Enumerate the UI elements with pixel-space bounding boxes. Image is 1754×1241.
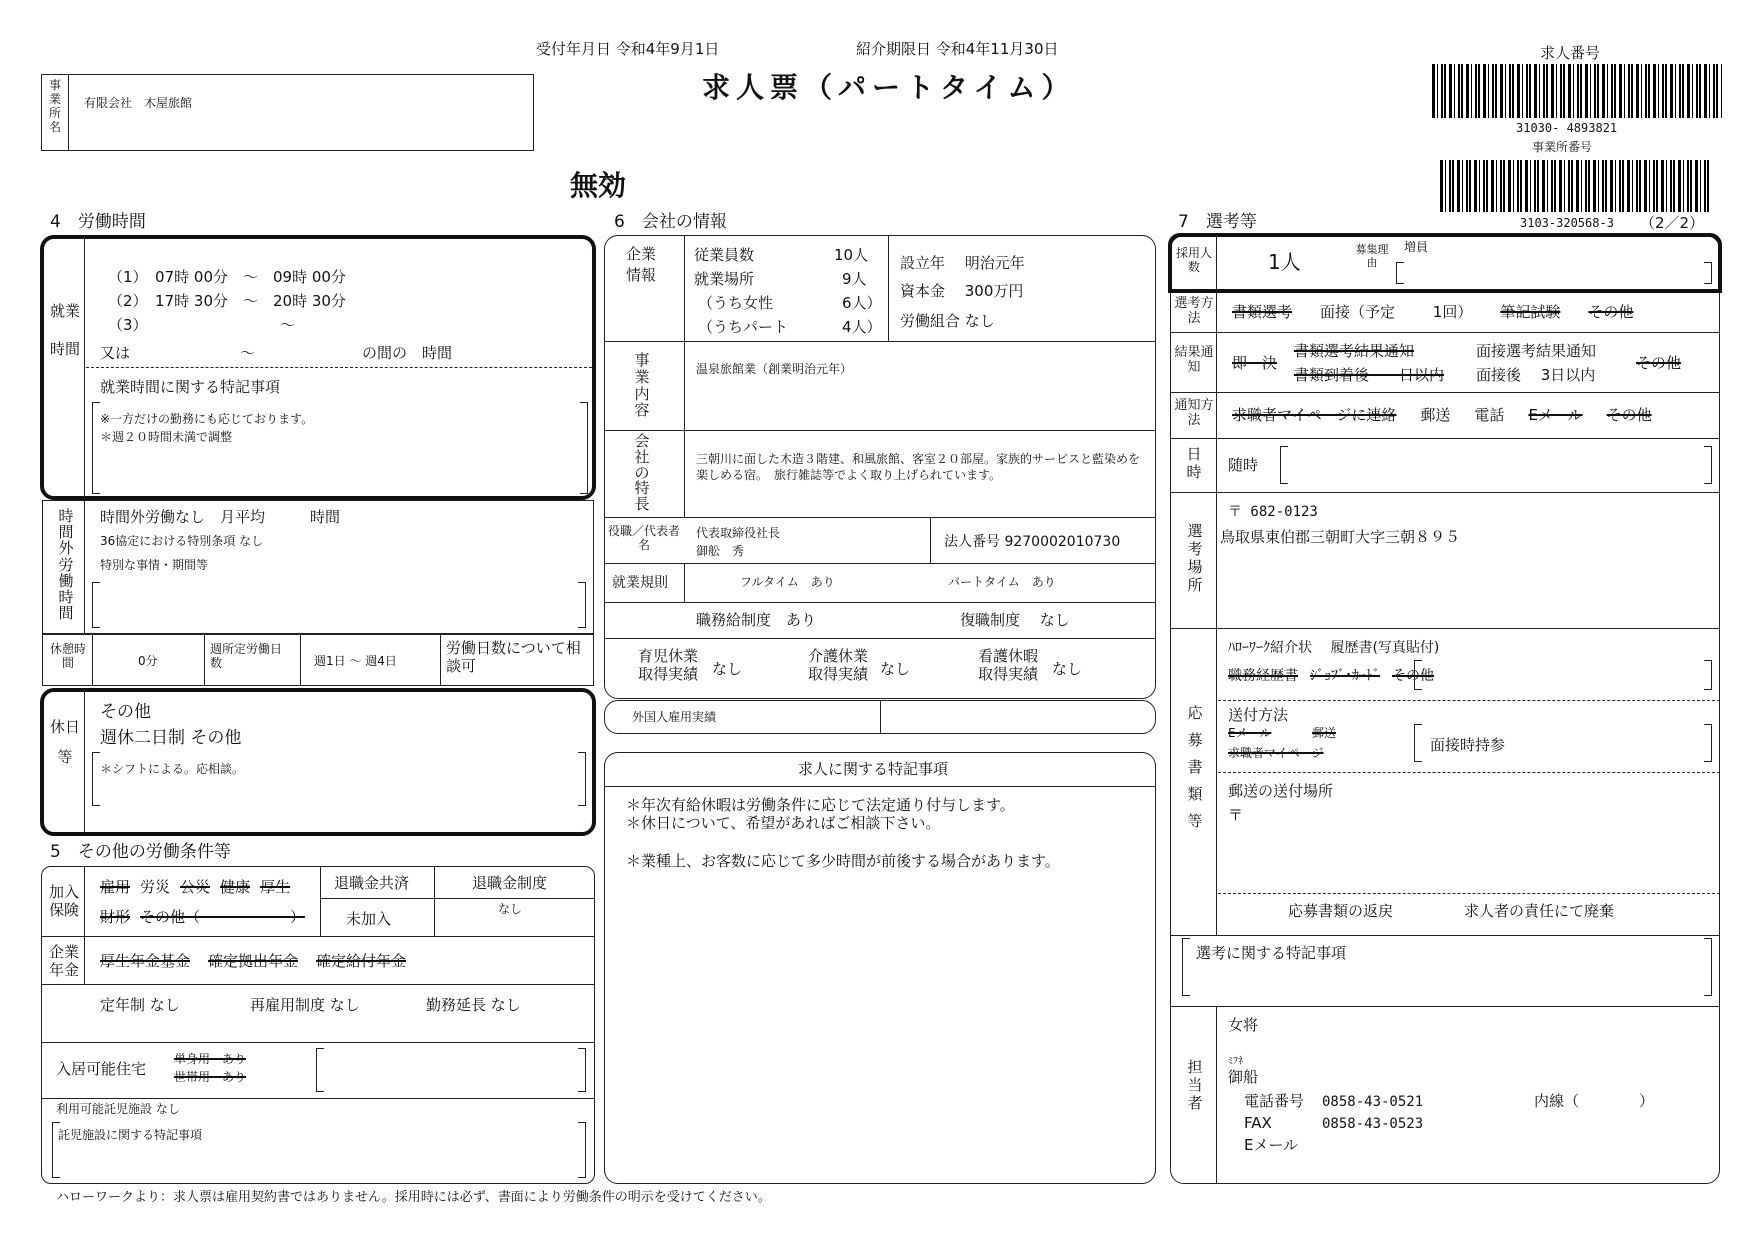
mail-zip: 〒 [1228, 806, 1244, 824]
reason-label: 募集理由 [1355, 243, 1389, 269]
housing-label: 入居可能住宅 [56, 1060, 147, 1078]
shift-2: （2） 17時 30分 ～ 20時 30分 [108, 292, 346, 310]
office-barcode [1440, 160, 1712, 212]
business-content: 温泉旅館業（創業明治元年） [696, 362, 853, 376]
hire-count: 1人 [1268, 250, 1301, 274]
selection-note: 選考に関する特記事項 [1196, 944, 1347, 962]
holiday-note: ＊シフトによる。応相談。 [100, 762, 245, 776]
job-notes-title: 求人に関する特記事項 [798, 760, 949, 778]
childleave: なし [712, 660, 743, 678]
option-docs2-2: その他 [1392, 668, 1434, 684]
part-value: 4人） [842, 318, 882, 336]
overtime-36: 36協定における特別条項 なし [100, 534, 264, 548]
job-note-3: ＊業種上、お客数に応じて多少時間が前後する場合があります。 [626, 852, 1060, 870]
nurse: なし [1052, 660, 1083, 678]
company-info-label: 企業情報 [626, 245, 657, 285]
or-label: 又は [100, 344, 131, 362]
invalid-stamp: 無効 [570, 169, 627, 202]
days-label: 週所定労働日数 [210, 642, 283, 671]
foreign-employment: 外国人雇用実績 [632, 710, 717, 724]
result-interview-1: 面接選考結果通知 [1476, 342, 1597, 360]
or-tilde: ～ [240, 344, 256, 362]
option-docs2-1: ｼﾞｮﾌﾞ･ｶｰﾄﾞ [1310, 668, 1380, 684]
retire-system-label: 退職金制度 [472, 874, 548, 892]
site-label: 就業場所 [694, 270, 755, 288]
job-note-1: ＊年次有給休暇は労働条件に応じて法定通り付与します。 [626, 796, 1015, 814]
fax: 0858-43-0523 [1322, 1116, 1424, 1132]
employer-box [41, 74, 534, 151]
employer-label: 事業所名 [48, 78, 61, 135]
notify-options [1232, 406, 1652, 425]
shift-3: （3） [108, 316, 148, 334]
docs-label: 応募書類等 [1187, 704, 1203, 830]
email-label: Eメール [1244, 1136, 1299, 1154]
option-notify-1: 郵送 [1420, 406, 1451, 424]
mail-place-label: 郵送の送付場所 [1228, 782, 1334, 800]
send-label: 送付方法 [1228, 706, 1289, 724]
holiday-label: 休日等 [50, 718, 81, 766]
method-label: 選考方法 [1174, 296, 1214, 327]
option-notify-3: Eメール [1528, 406, 1583, 424]
representative-label: 役職／代表者名 [607, 524, 680, 553]
overtime-special: 特別な事情・期間等 [100, 558, 209, 572]
place-zip: 〒 682-0123 [1228, 504, 1318, 520]
or-suffix: の間の 時間 [362, 344, 453, 362]
received-date: 受付年月日 令和4年9月1日 [536, 40, 720, 58]
option-ins1-3: 健康 [220, 878, 251, 896]
days-note: 労働日数について相談可 [446, 639, 581, 675]
careleave: なし [880, 660, 911, 678]
work-hours-label: 就業時間 [50, 302, 81, 358]
business-label: 事業内容 [634, 351, 650, 420]
extension: 勤務延長 なし [426, 996, 521, 1014]
corporate-number: 法人番号 9270002010730 [944, 534, 1121, 550]
section6-title: 6 会社の情報 [614, 212, 727, 232]
contact-title: 女将 [1228, 1016, 1259, 1034]
rules-fulltime: フルタイム あり [740, 575, 835, 589]
retire-mutual-label: 退職金共済 [334, 874, 410, 892]
fax-label: FAX [1244, 1114, 1272, 1132]
childleave-label: 育児休業取得実績 [637, 647, 698, 683]
employer-name: 有限会社 木屋旅館 [84, 96, 193, 110]
founded: 設立年 明治元年 [900, 254, 1025, 272]
employees-value: 10人 [834, 246, 869, 264]
rules-parttime: パートタイム あり [948, 575, 1056, 589]
return-label: 応募書類の返戻 [1288, 902, 1394, 920]
careleave-label: 介護休業取得実績 [807, 647, 868, 683]
break-label: 休憩時間 [49, 642, 86, 671]
office-number-label: 事業所番号 [1532, 140, 1593, 154]
hours-note-2: ＊週２０時間未満で調整 [100, 430, 233, 444]
date: 随時 [1228, 456, 1259, 474]
option-ins2-0: 財形 [100, 908, 131, 926]
result-doc-2: 書類到着後 日以内 [1294, 366, 1445, 384]
part-label: （うちパート [698, 318, 789, 336]
option-pension-0: 厚生年金基金 [100, 952, 191, 970]
rep-title: 代表取締役社長 [696, 526, 781, 540]
option-pension-1: 確定拠出年金 [208, 952, 299, 970]
send-post: 郵送 [1312, 726, 1337, 740]
rep-name: 御舩 秀 [696, 544, 745, 558]
tel: 0858-43-0521 [1322, 1094, 1424, 1110]
shift-1: （1） 07時 00分 ～ 09時 00分 [108, 268, 346, 286]
insurance-label: 加入保険 [48, 883, 79, 919]
days-value: 週1日 ～ 週4日 [314, 654, 397, 668]
office-number: 3103-320568-3 [1520, 216, 1614, 230]
pension-options [100, 952, 406, 971]
childcare: 利用可能託児施設 なし [56, 1102, 180, 1116]
docs-other [1228, 668, 1434, 686]
union: 労働組合 なし [900, 312, 995, 330]
section4-title: 4 労働時間 [50, 212, 146, 232]
send-note: 面接時持参 [1430, 736, 1506, 754]
option-methods-1: 面接（予定 1回） [1320, 303, 1473, 321]
option-methods-0: 書類選考 [1232, 303, 1293, 321]
option-notify-4: その他 [1606, 406, 1652, 424]
result-other: その他 [1636, 354, 1682, 372]
insurance-row-1 [100, 878, 290, 897]
overtime-label: 時間外労働時間 [58, 507, 74, 623]
women-value: 6人） [842, 294, 882, 312]
option-ins1-0: 雇用 [100, 878, 131, 896]
insurance-row-2 [100, 908, 305, 927]
break-value: 0分 [138, 654, 158, 668]
features-label: 会社の特長 [634, 432, 650, 513]
rules-label: 就業規則 [612, 575, 668, 591]
section7-title: 7 選考等 [1178, 212, 1257, 232]
contact-label: 担当者 [1187, 1058, 1203, 1112]
site-value: 9人 [842, 270, 867, 288]
hours-notes-title: 就業時間に関する特記事項 [100, 378, 281, 396]
option-methods-2: 筆記試験 [1500, 303, 1561, 321]
notify-label: 通知方法 [1174, 398, 1214, 429]
contact-kana: ﾐﾌﾈ [1228, 1056, 1243, 1067]
tel-label: 電話番号 [1244, 1092, 1305, 1110]
features: 三朝川に面した木造３階建、和風旅館、客室２０部屋。家族的サービスと藍染めを楽しめる宿。 旅行雑誌等でよく取り上げられています。 [696, 452, 1141, 482]
pay-system: 職務給制度 あり [696, 611, 817, 629]
option-ins1-4: 厚生 [260, 878, 291, 896]
job-number-label: 求人番号 [1540, 44, 1601, 62]
hire-count-box [1168, 233, 1722, 293]
page-number: （2／2） [1640, 214, 1705, 232]
holiday-weekly: 週休二日制 その他 [100, 728, 242, 748]
option-notify-0: 求職者マイページに連絡 [1232, 406, 1397, 424]
hire-label: 採用人数 [1175, 246, 1212, 275]
footer-note: ハローワークより：求人票は雇用契約書ではありません。採用時には必ず、書面により労働条件の明示を受けてください。 [56, 1190, 771, 1205]
option-methods-3: その他 [1588, 303, 1634, 321]
reason: 増員 [1404, 240, 1429, 254]
place-label: 選考場所 [1187, 522, 1203, 594]
referral-deadline: 紹介期限日 令和4年11月30日 [856, 40, 1059, 58]
return-system: 復職制度 なし [960, 611, 1070, 629]
result-interview-2: 面接後 3日以内 [1476, 366, 1596, 384]
send-mypage: 求職者マイページ [1228, 746, 1324, 760]
shift-3-tilde: ～ [280, 316, 296, 334]
option-ins1-2: 公災 [180, 878, 211, 896]
job-barcode [1432, 64, 1722, 118]
option-pension-2: 確定給付年金 [316, 952, 407, 970]
send-email: Eメール [1228, 726, 1272, 740]
job-number: 31030- 4893821 [1516, 121, 1618, 135]
overtime-average: 時間外労働なし 月平均 時間 [100, 508, 341, 526]
result-label: 結果通知 [1174, 345, 1214, 376]
docs-required: ﾊﾛｰﾜｰｸ紹介状 履歴書(写真貼付) [1228, 640, 1440, 656]
women-label: （うち女性 [698, 294, 774, 312]
capital: 資本金 300万円 [900, 282, 1024, 300]
option-notify-2: 電話 [1474, 406, 1505, 424]
rehire: 再雇用制度 なし [250, 996, 360, 1014]
option-docs2-0: 職務経歴書 [1228, 668, 1298, 684]
childcare-note: 託児施設に関する特記事項 [58, 1128, 203, 1142]
return-value: 求人者の責任にて廃棄 [1464, 902, 1615, 920]
result-immediate: 即 決 [1232, 354, 1278, 372]
section5-title: 5 その他の労働条件等 [50, 842, 231, 862]
date-label: 日時 [1186, 445, 1202, 481]
result-doc-1: 書類選考結果通知 [1294, 342, 1415, 360]
option-ins1-1: 労災 [140, 878, 171, 896]
housing-family: 世帯用 あり [174, 1070, 247, 1084]
hours-note-1: ※一方だけの勤務にも応じております。 [100, 412, 314, 426]
page-title: 求人票（パートタイム） [702, 71, 1076, 104]
holiday-type: その他 [100, 702, 151, 722]
contact-name: 御船 [1228, 1068, 1259, 1086]
extension-line: 内線（ ） [1534, 1092, 1655, 1110]
employees-label: 従業員数 [694, 246, 755, 264]
nurse-label: 看護休暇取得実績 [977, 647, 1038, 683]
place-address: 鳥取県東伯郡三朝町大字三朝８９５ [1220, 528, 1461, 546]
retire-system-value: なし [498, 902, 523, 916]
housing-single: 単身用 あり [174, 1052, 247, 1066]
pension-label: 企業年金 [48, 943, 79, 979]
method-options [1232, 303, 1633, 322]
option-ins2-1: その他（ ） [140, 908, 306, 926]
retire-age: 定年制 なし [100, 996, 180, 1014]
job-note-2: ＊休日について、希望があればご相談下さい。 [626, 814, 941, 832]
retire-mutual-value: 未加入 [346, 910, 392, 928]
